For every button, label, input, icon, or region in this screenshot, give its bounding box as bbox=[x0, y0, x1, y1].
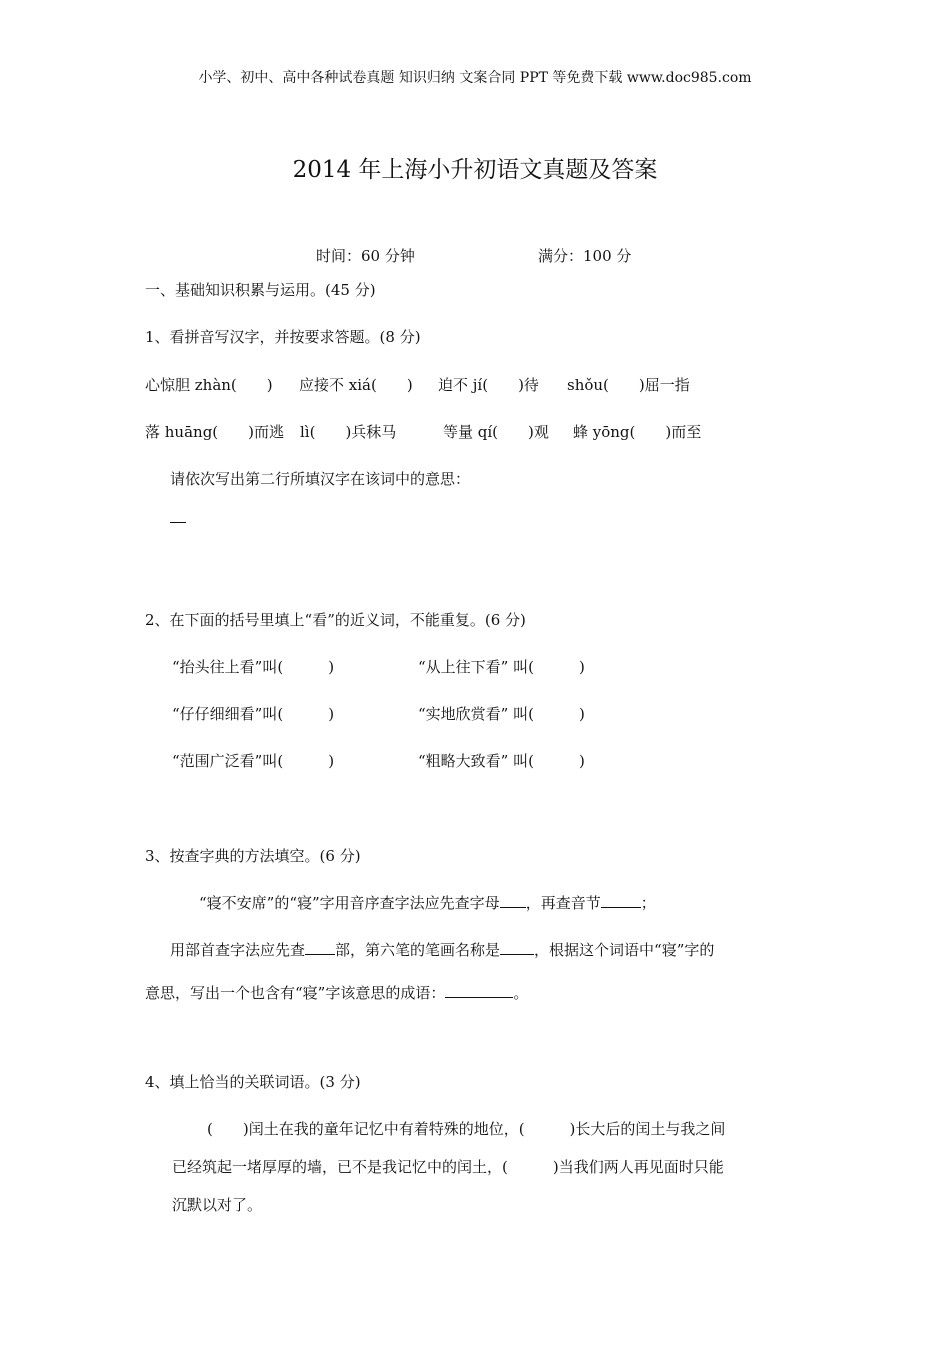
blank-stroke[interactable] bbox=[500, 940, 534, 955]
q1-title: 1、看拼音写汉字，并按要求答题。(8 分) bbox=[145, 328, 421, 346]
q1-row1-item3: 迫不 jí( )待 bbox=[438, 376, 539, 394]
blank-syllable[interactable] bbox=[601, 893, 641, 908]
q3-line2 bbox=[170, 940, 714, 960]
exam-time: 时间：60 分钟 bbox=[316, 247, 415, 265]
blank-idiom[interactable] bbox=[445, 983, 513, 998]
q1-row1-item4: shǒu( )屈一指 bbox=[567, 376, 690, 394]
q1-row1-item2: 应接不 xiá( ) bbox=[299, 376, 413, 394]
q2-title: 2、在下面的括号里填上“看”的近义词，不能重复。(6 分) bbox=[145, 611, 526, 629]
q1-row2-item4: 蜂 yōng( )而至 bbox=[573, 423, 702, 441]
q1-instruction: 请依次写出第二行所填汉字在该词中的意思： bbox=[170, 470, 471, 488]
q1-row2-item2: lì( )兵秣马 bbox=[300, 423, 397, 441]
q2-row1-right: “从上往下看” 叫( ) bbox=[418, 658, 585, 676]
q3-line3-text-a: 意思，写出一个也含有“寝”字该意思的成语： bbox=[145, 984, 446, 1002]
answer-line bbox=[170, 522, 186, 523]
q2-row2-right: “实地欣赏看” 叫( ) bbox=[418, 705, 585, 723]
q2-row3-left: “范围广泛看”叫( ) bbox=[172, 752, 335, 770]
q4-line3: 沉默以对了。 bbox=[172, 1196, 263, 1214]
q3-title: 3、按查字典的方法填空。(6 分) bbox=[145, 847, 361, 865]
q3-line3 bbox=[145, 983, 528, 1003]
q1-row1-item1: 心惊胆 zhàn( ) bbox=[145, 376, 273, 394]
q3-line1 bbox=[199, 893, 656, 913]
q3-line2-text-a: 用部首查字法应先查 bbox=[170, 941, 306, 959]
q3-line1-text-c: ； bbox=[640, 894, 656, 912]
exam-score: 满分：100 分 bbox=[538, 247, 632, 265]
q3-line1-text-b: ，再查音节 bbox=[525, 894, 601, 912]
blank-radical[interactable] bbox=[305, 940, 335, 955]
q3-line1-text-a: “寝不安席”的“寝”字用音序查字法应先查字母 bbox=[199, 894, 500, 912]
q3-line2-text-b: 部，第六笔的笔画名称是 bbox=[335, 941, 501, 959]
q1-row2-item1: 落 huāng( )而逃 bbox=[145, 423, 284, 441]
blank-letter[interactable] bbox=[500, 893, 526, 908]
q1-row2-item3: 等量 qí( )观 bbox=[443, 423, 549, 441]
q2-row1-left: “抬头往上看”叫( ) bbox=[172, 658, 335, 676]
q4-line2: 已经筑起一堵厚厚的墙，已不是我记忆中的闰土，( )当我们两人再见面时只能 bbox=[172, 1158, 724, 1176]
q2-row2-left: “仔仔细细看”叫( ) bbox=[172, 705, 335, 723]
page-title: 2014 年上海小升初语文真题及答案 bbox=[292, 157, 658, 183]
q4-title: 4、填上恰当的关联词语。(3 分) bbox=[145, 1073, 361, 1091]
q3-line2-text-c: ，根据这个词语中“寝”字的 bbox=[534, 941, 715, 959]
q3-line3-text-b: 。 bbox=[513, 984, 529, 1002]
q4-line1: ( )闰土在我的童年记忆中有着特殊的地位，( )长大后的闰土与我之间 bbox=[207, 1120, 726, 1138]
q2-row3-right: “粗略大致看” 叫( ) bbox=[418, 752, 585, 770]
section-1-heading: 一、基础知识积累与运用。(45 分) bbox=[145, 281, 376, 299]
site-header: 小学、初中、高中各种试卷真题 知识归纳 文案合同 PPT 等免费下载 www.doc985.com bbox=[198, 70, 752, 86]
